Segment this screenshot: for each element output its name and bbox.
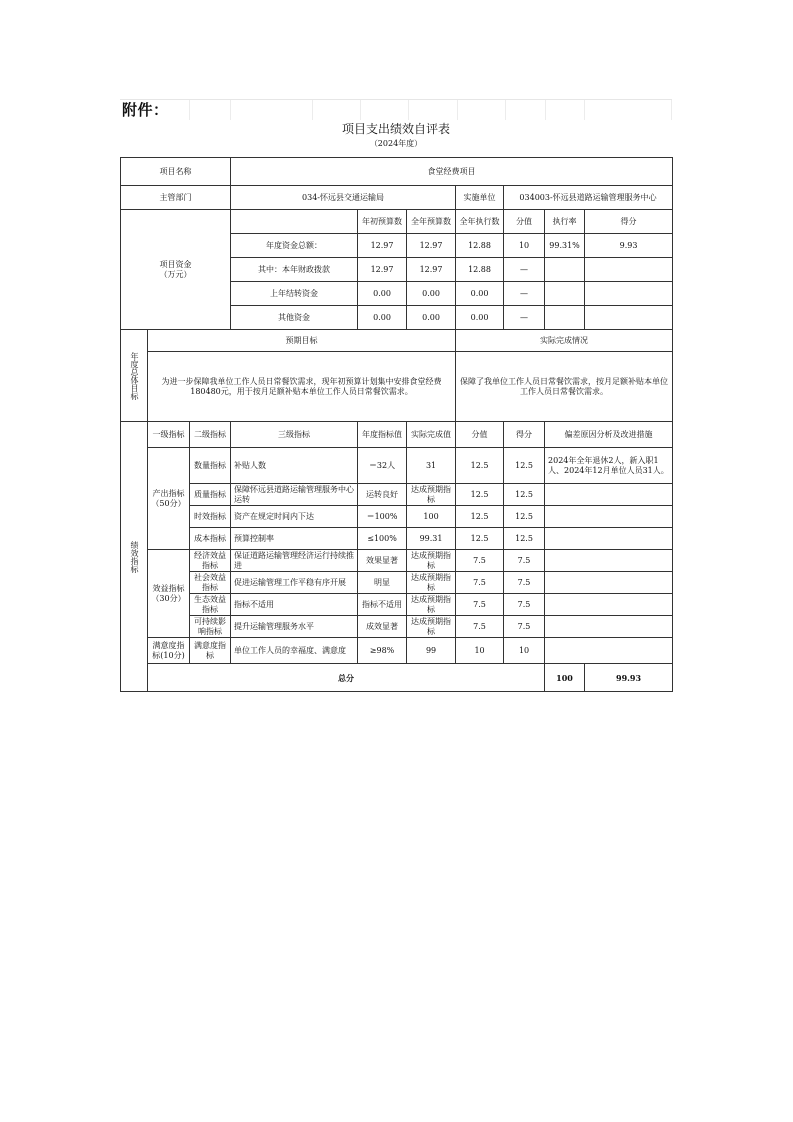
col-rate: 执行率 [545,210,585,234]
indicator-actual: 99.31 [407,528,456,550]
dept-value: 034-怀远县交通运输局 [231,186,456,210]
actual-result-header: 实际完成情况 [456,330,673,352]
funds-rate [545,282,585,306]
indicator-target: ＝32人 [358,448,407,484]
indicator-value: 12.5 [456,506,504,528]
output-indicator-label: 产出指标 （50分） [148,448,190,550]
header-actual: 实际完成值 [407,422,456,448]
indicator-row [121,550,673,572]
total-value: 100 [545,664,585,692]
funds-row-label: 其他资金 [231,306,358,330]
sheet-gridlines [120,99,672,120]
indicator-level3: 促进运输管理工作平稳有序开展 [231,572,358,594]
indicator-row [121,594,673,616]
funds-initial: 0.00 [358,306,407,330]
indicator-note [545,506,673,528]
indicator-level3: 补贴人数 [231,448,358,484]
funds-score-value: 10 [504,234,545,258]
header-level2: 二级指标 [190,422,231,448]
expected-goal-text: 为进一步保障我单位工作人员日常餐饮需求，现年初预算计划集中安排食堂经费180480元，用于按月足额补贴本单位工作人员日常餐饮需求。 [148,352,456,422]
indicator-target: 成效显著 [358,616,407,638]
funds-score: 9.93 [585,234,673,258]
total-score: 99.93 [585,664,673,692]
indicator-note [545,550,673,572]
indicator-target: ≤100% [358,528,407,550]
funds-score-value: — [504,258,545,282]
funds-annual: 12.97 [407,258,456,282]
funds-annual: 12.97 [407,234,456,258]
funds-rate [545,258,585,282]
funds-score [585,282,673,306]
indicator-level2: 满意度指标 [190,638,231,664]
header-target: 年度指标值 [358,422,407,448]
total-row [121,664,673,692]
indicator-row [121,638,673,664]
project-name-row [121,158,673,186]
indicator-target: 指标不适用 [358,594,407,616]
col-score: 得分 [585,210,673,234]
funds-score-value: — [504,282,545,306]
indicator-score: 7.5 [504,572,545,594]
indicator-value: 7.5 [456,594,504,616]
indicator-score: 7.5 [504,550,545,572]
funds-executed: 0.00 [456,282,504,306]
funds-row-label: 上年结转资金 [231,282,358,306]
goals-header-row [121,330,673,352]
funds-initial: 12.97 [358,258,407,282]
indicator-actual: 达成预期指标 [407,572,456,594]
col-initial-budget: 年初预算数 [358,210,407,234]
funds-row-label: 其中：本年财政拨款 [231,258,358,282]
header-score: 得分 [504,422,545,448]
indicator-row [121,528,673,550]
indicator-score: 12.5 [504,506,545,528]
funds-score-value: — [504,306,545,330]
indicator-actual: 100 [407,506,456,528]
indicator-actual: 达成预期指标 [407,594,456,616]
indicator-row [121,484,673,506]
indicator-value: 7.5 [456,572,504,594]
indicator-target: ＝100% [358,506,407,528]
indicator-score: 12.5 [504,484,545,506]
indicator-score: 7.5 [504,594,545,616]
actual-result-text: 保障了我单位工作人员日常餐饮需求，按月足额补贴本单位工作人员日常餐饮需求。 [456,352,673,422]
funds-header-row [121,210,673,234]
indicator-row [121,448,673,484]
indicator-level2: 经济效益指标 [190,550,231,572]
indicator-level2: 质量指标 [190,484,231,506]
indicator-value: 7.5 [456,616,504,638]
indicator-level3: 保证道路运输管理经济运行持续推进 [231,550,358,572]
indicator-note: 2024年全年退休2人，新入职1人、2024年12月单位人员31人。 [545,448,673,484]
indicator-note [545,616,673,638]
indicator-note [545,484,673,506]
funds-executed: 12.88 [456,234,504,258]
funds-score [585,258,673,282]
department-row [121,186,673,210]
goals-label: 年度总体目标 [121,330,148,422]
indicator-level2: 数量指标 [190,448,231,484]
funds-score [585,306,673,330]
indicator-level2: 成本指标 [190,528,231,550]
indicator-actual: 达成预期指标 [407,550,456,572]
indicator-row [121,616,673,638]
col-executed: 全年执行数 [456,210,504,234]
funds-rate [545,306,585,330]
project-name-value: 食堂经费项目 [231,158,673,186]
indicator-row [121,572,673,594]
evaluation-table [120,157,673,692]
indicator-note [545,572,673,594]
col-annual-budget: 全年预算数 [407,210,456,234]
indicator-row [121,506,673,528]
funds-initial: 0.00 [358,282,407,306]
col-score-value: 分值 [504,210,545,234]
indicator-score: 10 [504,638,545,664]
indicator-level2: 社会效益指标 [190,572,231,594]
indicator-target: 明显 [358,572,407,594]
indicator-value: 12.5 [456,448,504,484]
indicators-label: 绩效指标 [121,422,148,692]
indicator-target: ≥98% [358,638,407,664]
indicator-level3: 保障怀远县道路运输管理服务中心运转 [231,484,358,506]
indicator-level3: 指标不适用 [231,594,358,616]
indicator-note [545,594,673,616]
report-year: （2024年度） [369,139,423,148]
dept-label: 主管部门 [121,186,231,210]
indicator-level3: 提升运输管理服务水平 [231,616,358,638]
unit-label: 实施单位 [456,186,504,210]
indicator-actual: 达成预期指标 [407,616,456,638]
indicator-note [545,638,673,664]
expected-goal-header: 预期目标 [148,330,456,352]
satisfaction-indicator-label: 满意度指标(10分) [148,638,190,664]
funds-annual: 0.00 [407,306,456,330]
indicator-actual: 99 [407,638,456,664]
header-level3: 三级指标 [231,422,358,448]
indicator-actual: 31 [407,448,456,484]
indicator-value: 7.5 [456,550,504,572]
funds-annual: 0.00 [407,282,456,306]
header-note: 偏差原因分析及改进措施 [545,422,673,448]
indicator-level3: 预算控制率 [231,528,358,550]
indicator-score: 12.5 [504,448,545,484]
indicator-level2: 生态效益指标 [190,594,231,616]
indicator-actual: 达成预期指标 [407,484,456,506]
indicator-value: 12.5 [456,528,504,550]
funds-rate: 99.31% [545,234,585,258]
attachment-label: 附件： [122,101,169,119]
indicator-level2: 可持续影响指标 [190,616,231,638]
project-name-label: 项目名称 [121,158,231,186]
header-value: 分值 [456,422,504,448]
indicator-target: 运转良好 [358,484,407,506]
indicator-value: 12.5 [456,484,504,506]
indicator-level2: 时效指标 [190,506,231,528]
indicator-target: 效果显著 [358,550,407,572]
indicator-level3: 单位工作人员的幸福度、满意度 [231,638,358,664]
indicators-header-row [121,422,673,448]
funds-executed: 12.88 [456,258,504,282]
funds-label: 项目资金 （万元） [121,210,231,330]
total-label: 总分 [148,664,545,692]
funds-row-label: 年度资金总额： [231,234,358,258]
funds-executed: 0.00 [456,306,504,330]
header-level1: 一级指标 [148,422,190,448]
effect-indicator-label: 效益指标 （30分） [148,550,190,638]
indicator-level3: 资产在规定时间内下达 [231,506,358,528]
unit-value: 034003-怀远县道路运输管理服务中心 [504,186,673,210]
indicator-score: 7.5 [504,616,545,638]
indicator-note [545,528,673,550]
indicator-score: 12.5 [504,528,545,550]
goals-content-row [121,352,673,422]
funds-header-blank [231,210,358,234]
page-title: 项目支出绩效自评表 [341,122,450,136]
indicator-value: 10 [456,638,504,664]
funds-initial: 12.97 [358,234,407,258]
